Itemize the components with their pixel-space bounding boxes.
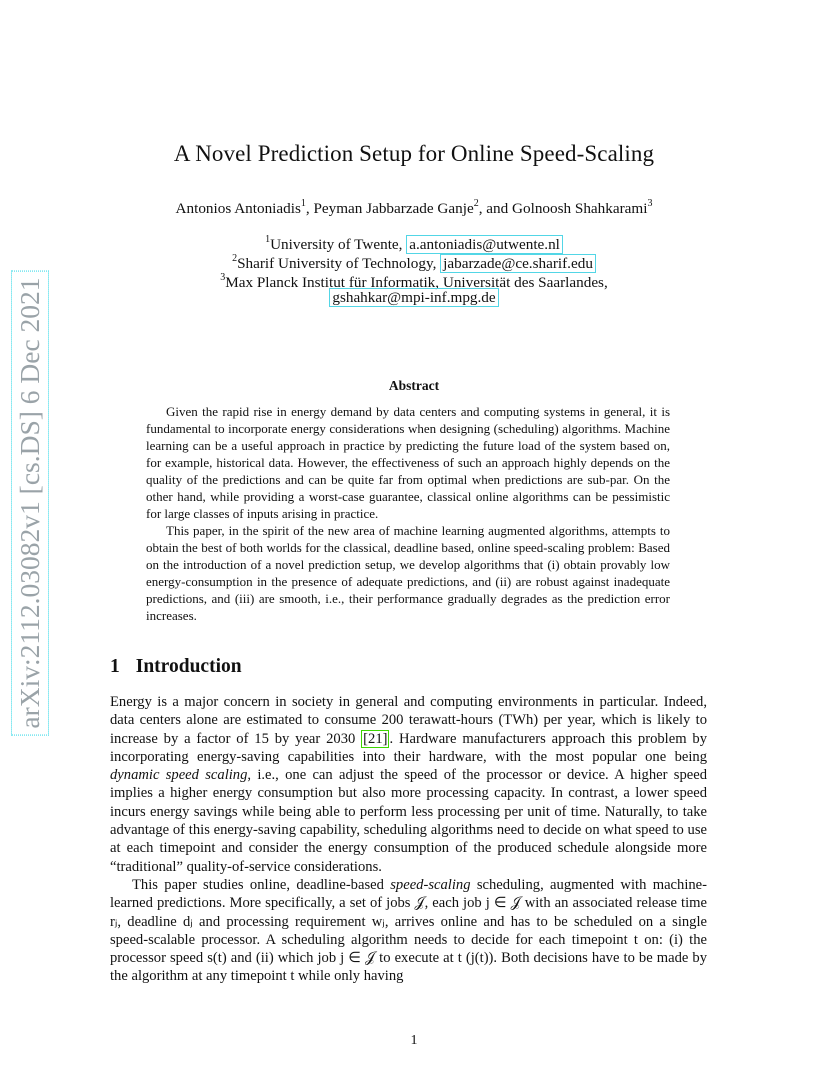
author-affil-mark: 1	[300, 198, 306, 209]
section-title: Introduction	[135, 656, 242, 677]
arxiv-id[interactable]: arXiv:2112.03082v1 [cs.DS] 6 Dec 2021	[11, 270, 49, 735]
affil-text: University of Twente,	[270, 236, 407, 254]
abstract-paragraph: Given the rapid rise in energy demand by data centers and computing systems in general, it is fundamental to incorporate energy considerations when designing (scheduling) algorithms. Machine learning can be a useful approach in practice by predicting the future load of the system based on, for example, historical data. However, the effectiveness of such an approach highly depends on the quality of the predictions and can be quite far from optimal when predictions are sub-par. On the other hand, while providing a worst-case guarantee, classical online algorithms can be pessimistic for large classes of inputs arising in practice.	[146, 404, 670, 521]
page-number: 1	[410, 1033, 418, 1048]
affil-mark: 2	[232, 253, 238, 264]
author-separator: , and	[478, 200, 513, 218]
emphasis: dynamic speed scaling	[110, 767, 248, 784]
affil-text: Max Planck Institut für Informatik, Universität des Saarlandes,	[225, 274, 608, 292]
author-name: Antonios Antoniadis	[175, 200, 301, 218]
affil-mark: 1	[265, 234, 271, 245]
email-link[interactable]: a.antoniadis@utwente.nl	[406, 235, 563, 254]
text-run: . Hardware manufacturers approach this problem by incorporating energy-saving capabilities into their hardware, with the most popular one being	[110, 730, 707, 765]
affil-mark: 3	[220, 272, 226, 283]
author-name: Golnoosh Shahkarami	[512, 200, 648, 218]
emphasis: speed-scaling	[390, 876, 471, 893]
email-link[interactable]: gshahkar@mpi-inf.mpg.de	[329, 288, 498, 307]
section-number: 1	[110, 656, 120, 677]
text-run: Energy is a major concern in society in general and computing environments in particular. Indeed, data centers alone are estimated to consume 200 terawatt-hours (TWh) per year, which is likely to increase by a factor of 15 by year 2030	[110, 694, 707, 747]
body-paragraph	[110, 693, 707, 876]
abstract-heading: Abstract	[388, 378, 440, 393]
author-name: Peyman Jabbarzade Ganje	[313, 200, 474, 218]
text-run: This paper studies online, deadline-based	[132, 876, 391, 893]
text-run: , i.e., one can adjust the speed of the processor or device. A higher speed implies a higher energy consumption but also more processing capacity. In contrast, a lower speed incurs energy savings while being able to perform less processing per unit of time. Naturally, to take advantage of this energy-saving capability, scheduling algorithms need to decide on what speed to use at each timepoint and consider the energy consumption of the produced schedule alongside more “traditional” quality-of-service considerations.	[110, 767, 707, 875]
text-run: scheduling, augmented with machine-learned predictions. More specifically, a set of jobs 𝒥, each job j ∈ 𝒥 with an associated release time rⱼ, deadline dⱼ and processing requirement wⱼ, arrives online and has to be scheduled on a single speed-scalable processor. A scheduling algorithm needs to decide for each timepoint t on: (i) the processor speed s(t) and (ii) which job j ∈ 𝒥 to execute at t (j(t)). Both decisions have to be made by the algorithm at any timepoint t while only having	[110, 876, 708, 985]
affiliation-3-email	[0, 288, 828, 307]
email-link[interactable]: jabarzade@ce.sharif.edu	[440, 254, 596, 273]
author-affil-mark: 3	[647, 198, 653, 209]
paper-title: A Novel Prediction Setup for Online Speed-Scaling	[173, 141, 655, 166]
author-affil-mark: 2	[473, 198, 479, 209]
author-separator: ,	[305, 200, 314, 218]
section-heading	[110, 656, 242, 678]
author-list	[0, 199, 828, 218]
abstract-body	[146, 403, 670, 624]
abstract-paragraph: This paper, in the spirit of the new area of machine learning augmented algorithms, attempts to obtain the best of both worlds for the classical, deadline based, online speed-scaling problem: Based on the introduction of a novel prediction setup, we develop algorithms that (i) obtain provably low energy-consumption in the presence of adequate predictions, and (ii) are robust against inadequate predictions, and (iii) are smooth, i.e., their performance gradually degrades as the prediction error increases.	[146, 523, 670, 623]
citation-link[interactable]: [21]	[363, 730, 388, 747]
body-text	[110, 693, 707, 986]
affil-text: Sharif University of Technology,	[237, 255, 441, 273]
arxiv-watermark	[8, 265, 52, 740]
body-paragraph	[110, 876, 707, 986]
